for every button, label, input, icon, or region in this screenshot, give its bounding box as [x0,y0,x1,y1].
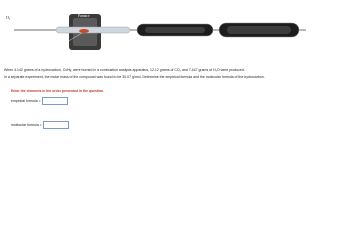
combustion-apparatus-drawing [0,0,350,62]
o2-label: O₂ [6,15,11,20]
combustion-apparatus-image [0,0,350,62]
co2-absorber-fill [227,26,291,34]
empirical-formula-row [11,97,68,105]
sample-label: Sample [50,43,61,47]
empirical-formula-input[interactable] [42,97,68,105]
furnace-label: Furnace [78,14,90,18]
problem-sentence-2: In a separate experiment, the molar mass of the compound was found to be 30.07 g/mol. Determine the empirical formula and the molecular formula of the hydrocarbon. [4,74,265,79]
molecular-formula-label: molecular formula = [11,123,42,127]
problem-sentence-1: When 4.142 grams of a hydrocarbon, CxHy, were burned in a combustion analysis apparatus, 12.12 grams of CO₂ and 7.447 grams of H₂O were produced. [4,68,245,72]
problem-statement [4,68,349,80]
instruction-text: Enter the elements in the order presented in the question. [11,88,105,93]
molecular-formula-row [11,121,69,129]
h2o-absorber-label: H₂O absorber [150,19,170,23]
combustion-tube [56,27,130,33]
co2-absorber-label: CO₂ absorber [243,18,263,23]
molecular-formula-input[interactable] [43,121,69,129]
empirical-formula-label: empirical formula = [11,99,41,103]
sample-dish [79,29,89,33]
h2o-absorber-fill [145,27,205,33]
